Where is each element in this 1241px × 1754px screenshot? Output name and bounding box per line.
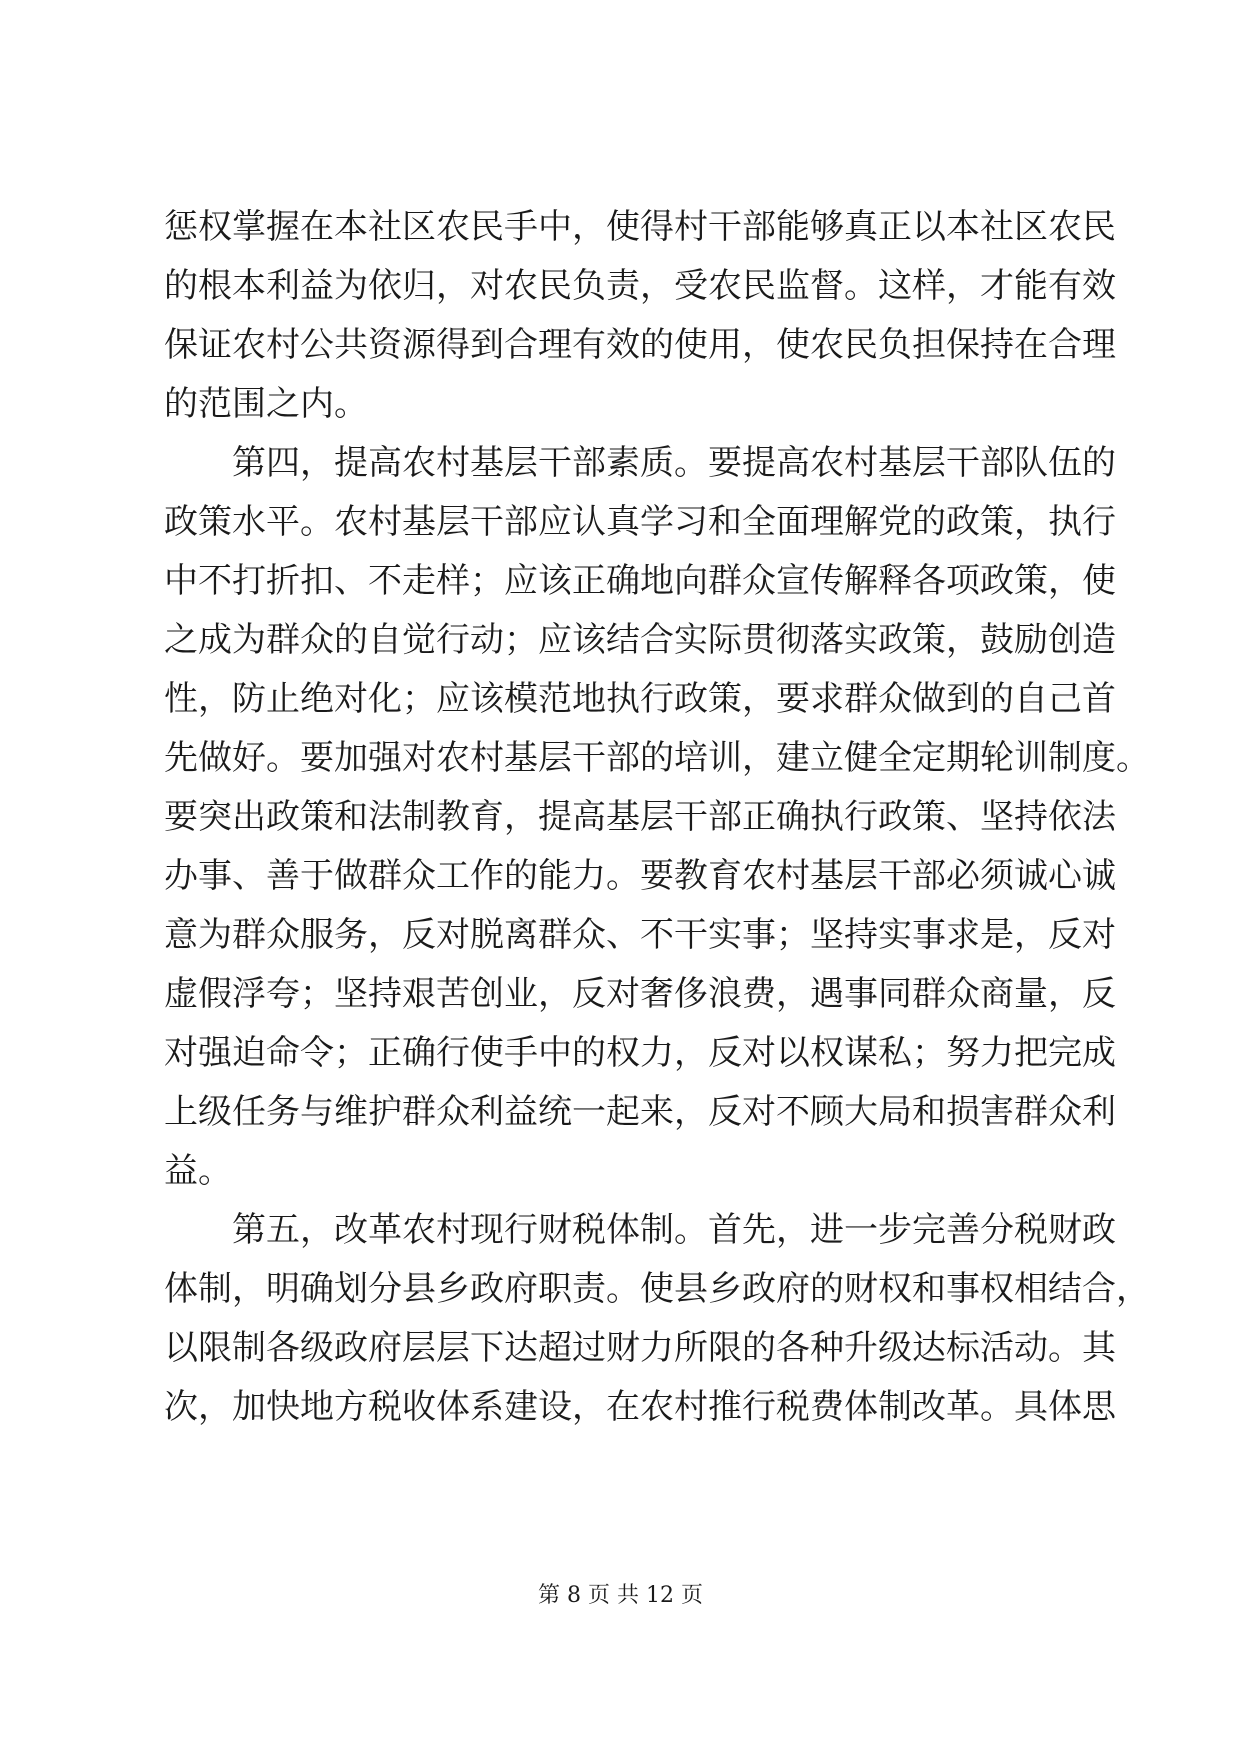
text-line: 的根本利益为依归，对农民负责，受农民监督。这样，才能有效 <box>164 266 1116 306</box>
text-line: 办事、善于做群众工作的能力。要教育农村基层干部必须诚心诚 <box>164 856 1116 896</box>
text-line: 第四，提高农村基层干部素质。要提高农村基层干部队伍的 <box>232 443 1116 483</box>
text-line: 意为群众服务，反对脱离群众、不干实事；坚持实事求是，反对 <box>164 915 1116 955</box>
text-line: 要突出政策和法制教育，提高基层干部正确执行政策、坚持依法 <box>164 797 1116 837</box>
text-line: 惩权掌握在本社区农民手中，使得村干部能够真正以本社区农民 <box>164 207 1116 247</box>
text-line: 体制，明确划分县乡政府职责。使县乡政府的财权和事权相结合， <box>164 1269 1150 1309</box>
text-line: 第五，改革农村现行财税体制。首先，进一步完善分税财政 <box>232 1210 1116 1250</box>
text-line: 的范围之内。 <box>164 384 368 424</box>
text-line: 政策水平。农村基层干部应认真学习和全面理解党的政策，执行 <box>164 502 1116 542</box>
text-line: 虚假浮夸；坚持艰苦创业，反对奢侈浪费，遇事同群众商量，反 <box>164 974 1116 1014</box>
text-line: 次，加快地方税收体系建设，在农村推行税费体制改革。具体思 <box>164 1387 1116 1427</box>
text-line: 性，防止绝对化；应该模范地执行政策，要求群众做到的自己首 <box>164 679 1116 719</box>
text-line: 益。 <box>164 1151 232 1191</box>
text-line: 保证农村公共资源得到合理有效的使用，使农民负担保持在合理 <box>164 325 1116 365</box>
text-line: 先做好。要加强对农村基层干部的培训，建立健全定期轮训制度。 <box>164 738 1150 778</box>
text-line: 中不打折扣、不走样；应该正确地向群众宣传解释各项政策，使 <box>164 561 1116 601</box>
text-line: 之成为群众的自觉行动；应该结合实际贯彻落实政策，鼓励创造 <box>164 620 1116 660</box>
page-number-footer: 第 8 页 共 12 页 <box>538 1583 703 1608</box>
text-line: 上级任务与维护群众利益统一起来，反对不顾大局和损害群众利 <box>164 1092 1116 1132</box>
text-line: 以限制各级政府层层下达超过财力所限的各种升级达标活动。其 <box>164 1328 1116 1368</box>
text-line: 对强迫命令；正确行使手中的权力，反对以权谋私；努力把完成 <box>164 1033 1116 1073</box>
